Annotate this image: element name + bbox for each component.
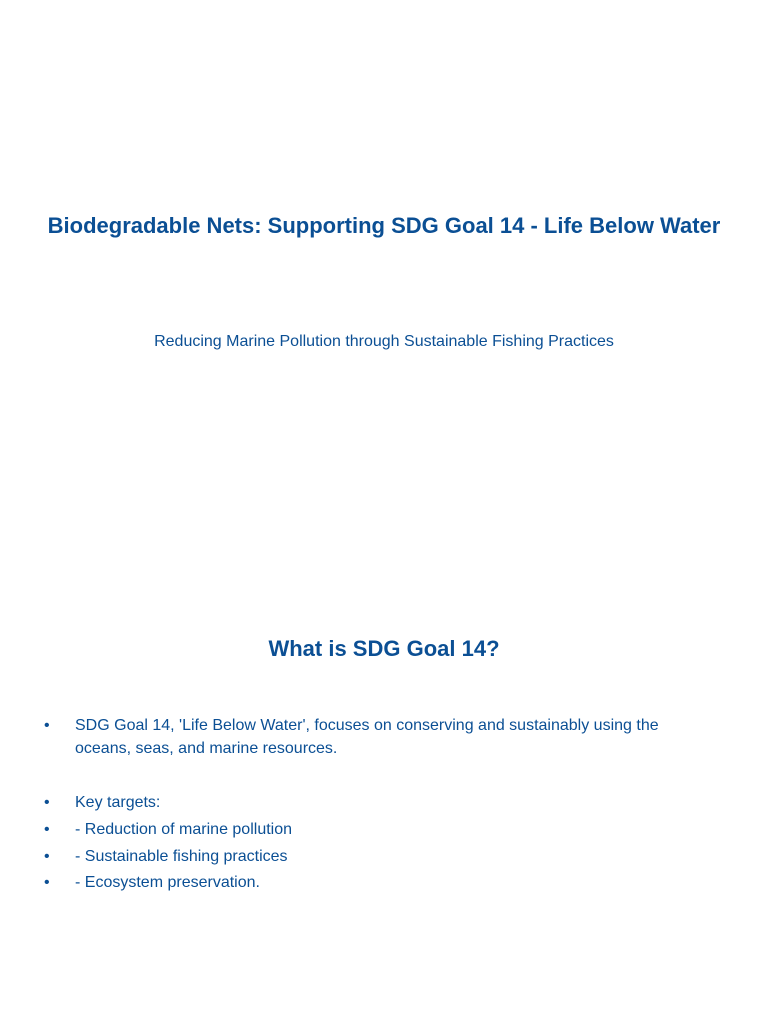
- bullet-dot-icon: •: [44, 794, 50, 811]
- bullet-list: [0, 714, 768, 894]
- bullet-dot-icon: •: [44, 821, 50, 838]
- section-title: What is SDG Goal 14?: [268, 636, 500, 661]
- bullet-item: [0, 714, 768, 760]
- bullet-item: [0, 871, 768, 894]
- bullet-dot-icon: •: [44, 848, 50, 865]
- slide-subtitle: Reducing Marine Pollution through Sustainable Fishing Practices: [154, 333, 614, 350]
- bullet-text: Key targets:: [75, 794, 161, 811]
- bullet-text: SDG Goal 14, 'Life Below Water', focuses on conserving and sustainably using the oceans, seas, and marine resources.: [75, 717, 659, 757]
- bullet-dot-icon: •: [44, 874, 50, 891]
- content-slide: [0, 576, 768, 1024]
- bullet-text: - Ecosystem preservation.: [75, 874, 260, 891]
- bullet-text: - Sustainable fishing practices: [75, 848, 288, 865]
- bullet-item: [0, 791, 768, 814]
- bullet-text: - Reduction of marine pollution: [75, 821, 293, 838]
- bullet-item: [0, 845, 768, 868]
- slide-title: Biodegradable Nets: Supporting SDG Goal 14 - Life Below Water: [47, 213, 721, 238]
- bullet-dot-icon: •: [44, 717, 50, 734]
- bullet-item: [0, 818, 768, 841]
